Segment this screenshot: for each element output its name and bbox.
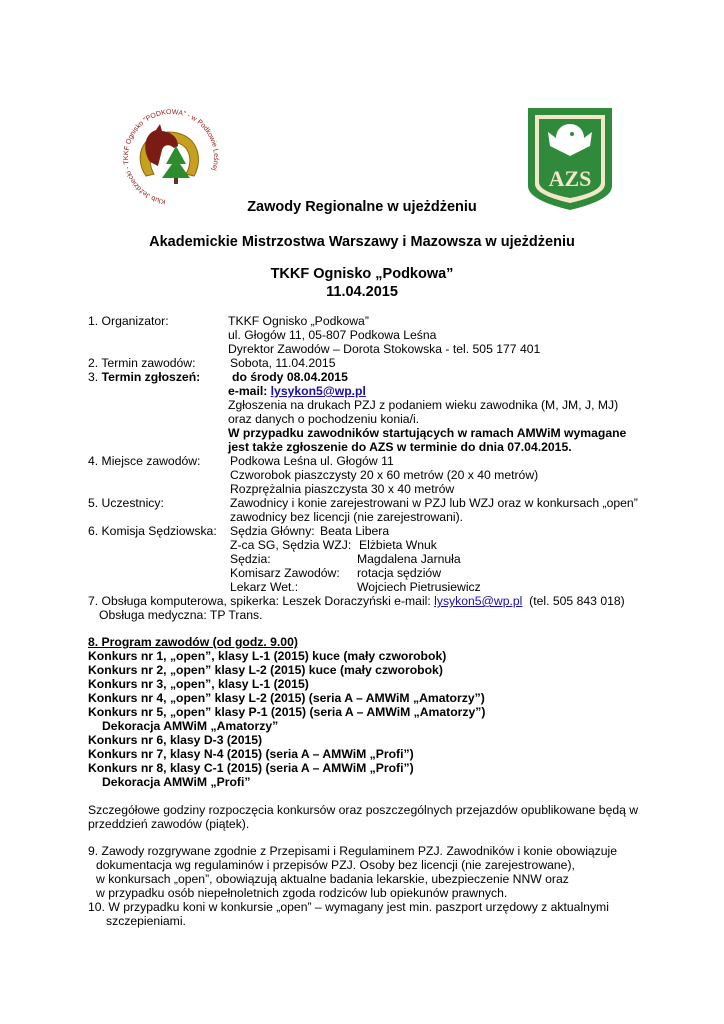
program-ceremony: Dekoracja AMWiM „Profi” <box>102 775 251 789</box>
entry-email-line: e-mail: lysykon5@wp.pl <box>228 384 366 398</box>
heading-date: 11.04.2015 <box>326 284 398 300</box>
judge-name: Wojciech Pietrusiewicz <box>357 580 481 594</box>
judge-name: Beata Libera <box>320 524 390 538</box>
rules-line2: dokumentacja wg regulaminów i przepisów PZJ. Osoby bez licencji (nie zarejestrowane), <box>96 858 575 872</box>
program-item: Konkurs nr 5, „open” klasy P-1 (2015) (seria A – AMWiM „Amatorzy”) <box>88 705 486 719</box>
schedule-note-line2: przeddzień zawodów (piątek). <box>88 817 250 831</box>
tree-icon <box>162 146 190 184</box>
section-7-line2: Obsługa medyczna: TP Trans. <box>99 608 263 622</box>
entry-forms-line1: Zgłoszenia na drukach PZJ z podaniem wieku zawodnika (M, JM, J, MJ) <box>228 398 619 412</box>
section-3-label: 3. Termin zgłoszeń: <box>88 370 201 384</box>
judge-name: Elżbieta Wnuk <box>359 538 437 552</box>
club-logo <box>112 104 230 210</box>
rules-line3: w konkursach „open”, obowiązują aktualne badania lekarskie, ubezpieczenie NNW oraz <box>96 872 569 886</box>
organizer-director: Dyrektor Zawodów – Dorota Stokowska - tel. 505 177 401 <box>228 342 541 356</box>
section-4-label: 4. Miejsce zawodów: <box>88 454 201 468</box>
horses-line1: 10. W przypadku koni w konkursie „open” – wymagany jest min. paszport urzędowy z aktualnymi <box>88 900 609 914</box>
judge-role: Sędzia: <box>230 552 271 566</box>
schedule-note-line1: Szczegółowe godziny rozpoczęcia konkursów oraz poszczególnych przejazdów opublikowane będą w <box>88 803 639 817</box>
section-6-label: 6. Komisja Sędziowska: <box>88 524 217 538</box>
horses-line2: szczepieniami. <box>106 914 186 928</box>
event-date: Sobota, 11.04.2015 <box>230 356 336 370</box>
heading-venue: TKKF Ognisko „Podkowa” <box>270 266 454 282</box>
participants-line2: zawodnicy bez licencji (nie zarejestrowani). <box>230 510 464 524</box>
program-ceremony: Dekoracja AMWiM „Amatorzy” <box>102 719 279 733</box>
service-email-link[interactable]: lysykon5@wp.pl <box>434 594 523 608</box>
section-7-line1: 7. Obsługa komputerowa, spikerka: Leszek Doraczyński e-mail: lysykon5@wp.pl (tel. 505 843 018) <box>88 594 625 608</box>
program-title: 8. Program zawodów (od godz. 9.00) <box>88 635 298 649</box>
heading-championship: Akademickie Mistrzostwa Warszawy i Mazowsza w ujeżdżeniu <box>149 234 575 250</box>
participants-line1: Zawodnicy i konie zarejestrowani w PZJ lub WZJ oraz w konkursach „open” <box>230 496 638 510</box>
judge-role: Komisarz Zawodów: <box>230 566 340 580</box>
section-2-label: 2. Termin zawodów: <box>88 356 196 370</box>
azs-logo-text: AZS <box>548 166 592 191</box>
rules-line1: 9. Zawody rozgrywane zgodnie z Przepisami i Regulaminem PZJ. Zawodników i konie obowiązuje <box>88 844 618 858</box>
section-1-label: 1. Organizator: <box>88 314 169 328</box>
entry-email-link[interactable]: lysykon5@wp.pl <box>270 384 366 398</box>
venue-arena: Czworobok piaszczysty 20 x 60 metrów (20 x 40 metrów) <box>230 468 539 482</box>
entry-forms-line2: oraz danych o pochodzeniu konia/i. <box>228 412 420 426</box>
azs-notice-line2: jest także zgłoszenie do AZS w terminie do dnia 07.04.2015. <box>228 440 572 454</box>
azs-logo <box>526 106 614 212</box>
program-item: Konkurs nr 1, „open”, klasy L-1 (2015) kuce (mały czworobok) <box>88 649 447 663</box>
judge-role: Sędzia Główny: <box>230 524 315 538</box>
venue-address: Podkowa Leśna ul. Głogów 11 <box>230 454 394 468</box>
judge-role: Lekarz Wet.: <box>230 580 299 594</box>
program-item: Konkurs nr 7, klasy N-4 (2015) (seria A – AMWiM „Profi”) <box>88 747 414 761</box>
logo-ring-text: Klub Jeździecki - TKKF Ognisko "PODKOWA" - w Podkowie Leśnej <box>123 108 220 205</box>
section-5-label: 5. Uczestnicy: <box>88 496 164 510</box>
program-item: Konkurs nr 6, klasy D-3 (2015) <box>88 733 263 747</box>
organizer-address: ul. Głogów 11, 05-807 Podkowa Leśna <box>228 328 437 342</box>
program-item: Konkurs nr 2, „open” klasy L-2 (2015) kuce (mały czworobok) <box>88 663 443 677</box>
venue-warmup: Rozprężalnia piaszczysta 30 x 40 metrów <box>230 482 455 496</box>
program-item: Konkurs nr 3, „open”, klasy L-1 (2015) <box>88 677 309 691</box>
judge-name: Magdalena Jarnuła <box>357 552 461 566</box>
judge-role: Z-ca SG, Sędzia WZJ: <box>230 538 352 552</box>
azs-notice-line1: W przypadku zawodników startujących w ramach AMWiM wymagane <box>228 426 627 440</box>
heading-event: Zawody Regionalne w ujeżdżeniu <box>247 199 477 215</box>
organizer-name: TKKF Ognisko „Podkowa” <box>228 314 369 328</box>
rules-line4: w przypadku osób niepełnoletnich zgoda rodziców lub opiekunów prawnych. <box>96 886 508 900</box>
program-item: Konkurs nr 4, „open” klasy L-2 (2015) (seria A – AMWiM „Amatorzy”) <box>88 691 485 705</box>
entry-deadline: do środy 08.04.2015 <box>232 370 348 384</box>
program-item: Konkurs nr 8, klasy C-1 (2015) (seria A – AMWiM „Profi”) <box>88 761 414 775</box>
judge-name: rotacja sędziów <box>357 566 441 580</box>
